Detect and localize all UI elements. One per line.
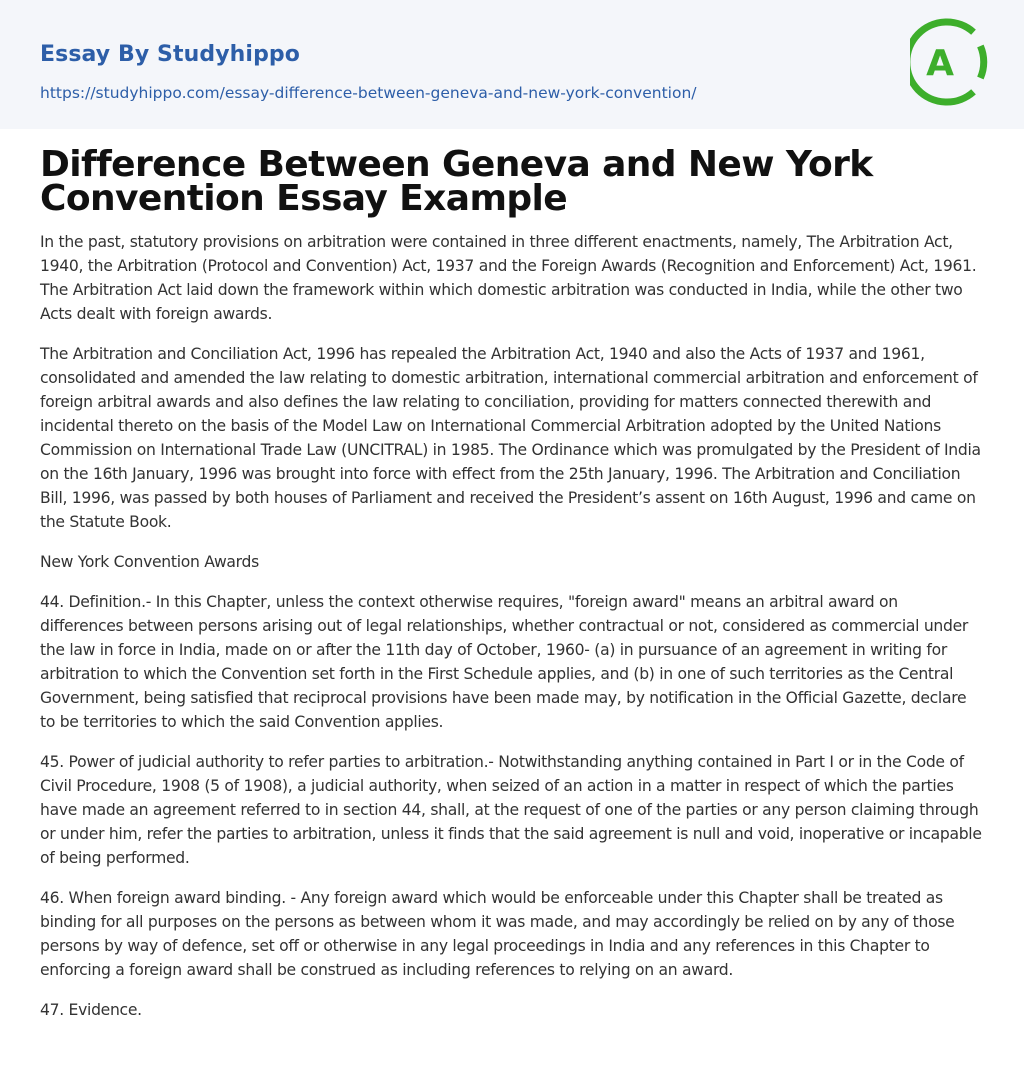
paragraph-section-45: 45. Power of judicial authority to refer parties to arbitration.- Notwithstanding anything contained in Part I or in the Code of Civil Procedure, 1908 (5 of 1908), a judicial authority, when seized of an action in a matter in respect of which the parties have made an agreement referred to in section 44, shall, at the request of one of the parties or any person claiming through or under him, refer the parties to arbitration, unless it finds that the said agreement is null and void, inoperative or incapable of being performed. <box>40 753 982 867</box>
section-heading-new-york-awards: New York Convention Awards <box>40 553 259 571</box>
paragraph-section-47: 47. Evidence. <box>40 1001 142 1019</box>
paragraph-section-46: 46. When foreign award binding. - Any foreign award which would be enforceable under this Chapter shall be treated as binding for all purposes on the persons as between whom it was made, and may accordingly be relied on by any of those persons by way of defence, set off or otherwise in any legal proceedings in India and any references in this Chapter to enforcing a foreign award shall be construed as including references to relying on an award. <box>40 889 955 979</box>
site-title[interactable]: Essay By Studyhippo <box>40 42 300 67</box>
paragraph-section-44: 44. Definition.- In this Chapter, unless the context otherwise requires, "foreign award" means an arbitral award on differences between persons arising out of legal relationships, whether contractual or not, considered as commercial under the law in force in India, made on or after the 11th day of October, 1960- (a) in pursuance of an agreement in writing for arbitration to which the Convention set forth in the First Schedule applies, and (b) in one of such territories as the Central Government, being satisfied that reciprocal provisions have been made may, by notification in the Official Gazette, declare to be territories to which the said Convention applies. <box>40 593 968 731</box>
site-header <box>0 0 1024 129</box>
article <box>40 144 985 1038</box>
circle-a-logo-icon[interactable] <box>910 18 988 106</box>
source-url-link[interactable]: https://studyhippo.com/essay-difference-between-geneva-and-new-york-convention/ <box>40 84 697 102</box>
paragraph-intro: In the past, statutory provisions on arbitration were contained in three different enactments, namely, The Arbitration Act, 1940, the Arbitration (Protocol and Convention) Act, 1937 and the Foreign Awards (Recognition and Enforcement) Act, 1961. The Arbitration Act laid down the framework within which domestic arbitration was conducted in India, while the other two Acts dealt with foreign awards. <box>40 233 977 323</box>
page-title: Difference Between Geneva and New York Convention Essay Example <box>40 144 873 219</box>
logo-letter: A <box>926 43 954 84</box>
paragraph-act-1996: The Arbitration and Conciliation Act, 1996 has repealed the Arbitration Act, 1940 and also the Acts of 1937 and 1961, consolidated and amended the law relating to domestic arbitration, international commercial arbitration and enforcement of foreign arbitral awards and also defines the law relating to conciliation, providing for matters connected therewith and incidental thereto on the basis of the Model Law on International Commercial Arbitration adopted by the United Nations Commission on International Trade Law (UNCITRAL) in 1985. The Ordinance which was promulgated by the President of India on the 16th January, 1996 was brought into force with effect from the 25th January, 1996. The Arbitration and Conciliation Bill, 1996, was passed by both houses of Parliament and received the President’s assent on 16th August, 1996 and came on the Statute Book. <box>40 345 981 531</box>
